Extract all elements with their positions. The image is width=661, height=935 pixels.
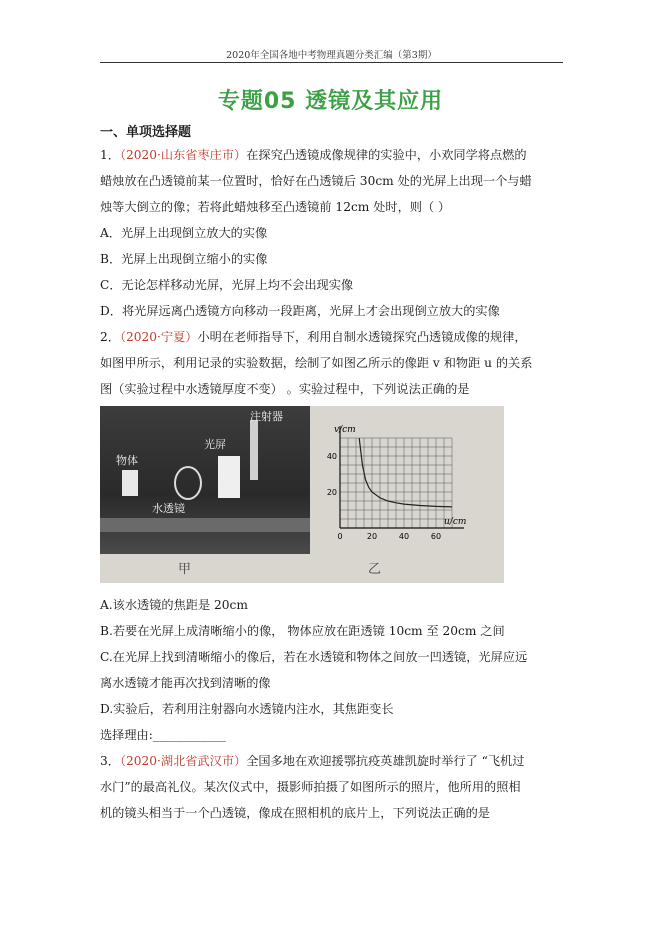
q2-option-d: D.实验后，若利用注射器向水透镜内注水，其焦距变长 xyxy=(100,702,394,716)
q3-number: 3． xyxy=(100,754,120,768)
y-tick-label: 20 xyxy=(326,488,337,497)
x-tick-label: 60 xyxy=(430,532,442,541)
y-tick-label: 40 xyxy=(326,452,337,461)
y-axis-label: v/cm xyxy=(334,425,356,435)
q2-line-1 xyxy=(100,329,570,345)
photo-label-object: 物体 xyxy=(116,454,138,467)
q1-number: 1． xyxy=(100,148,120,162)
photo-syringe xyxy=(250,420,258,480)
q2-stem-1: 小明在老师指导下，利用自制水透镜探究凸透镜成像的规律， xyxy=(197,330,527,344)
q2-number: 2． xyxy=(100,330,120,344)
q3-stem-1: 全国多地在欢迎援鄂抗疫英雄凯旋时举行了 “飞机过 xyxy=(246,754,525,768)
q1-source: （2020·山东省枣庄市） xyxy=(119,148,247,162)
q3-line-1 xyxy=(100,753,570,769)
q3-line-2: 水门”的最高礼仪。某次仪式中，摄影师拍摄了如图所示的照片，他所用的照相 xyxy=(100,780,521,794)
x-tick-label: 40 xyxy=(398,532,410,541)
photo-rail xyxy=(100,518,310,532)
photo-screen xyxy=(218,456,240,498)
uv-graph xyxy=(318,420,468,548)
photo-label-screen: 光屏 xyxy=(204,438,226,451)
uv-curve xyxy=(359,438,452,507)
q1-option-b: B．光屏上出现倒立缩小的实像 xyxy=(100,252,268,266)
header-rule xyxy=(100,62,563,63)
caption-yi: 乙 xyxy=(368,562,382,577)
q1-option-d: D．将光屏远离凸透镜方向移动一段距离，光屏上才会出现倒立放大的实像 xyxy=(100,304,500,318)
q1-stem-1: 在探究凸透镜成像规律的实验中，小欢同学将点燃的 xyxy=(246,148,527,162)
x-tick-label: 20 xyxy=(366,532,378,541)
photo-water-lens xyxy=(174,466,202,500)
x-axis-label: u/cm xyxy=(444,517,467,527)
q2-line-3: 图（实验过程中水透镜厚度不变） 。实验过程中，下列说法正确的是 xyxy=(100,382,470,396)
photo-label-water-lens: 水透镜 xyxy=(152,502,185,515)
page-header: 2020年全国各地中考物理真题分类汇编（第3期） xyxy=(226,50,437,61)
q1-line-3: 烛等大倒立的像；若将此蜡烛移至凸透镜前 12cm 处时，则（ ） xyxy=(100,200,451,214)
q2-option-c: C.在光屏上找到清晰缩小的像后，若在水透镜和物体之间放一凹透镜，光屏应远 xyxy=(100,650,528,664)
section-heading: 一、单项选择题 xyxy=(100,125,192,140)
q2-option-c-cont: 离水透镜才能再次找到清晰的像 xyxy=(100,676,271,690)
q3-line-3: 机的镜头相当于一个凸透镜，像成在照相机的底片上，下列说法正确的是 xyxy=(100,806,490,820)
graph-grid xyxy=(340,438,452,528)
photo-candle-object xyxy=(122,470,138,496)
q2-option-a: A.该水透镜的焦距是 20cm xyxy=(100,598,248,612)
q2-option-b: B.若要在光屏上成清晰缩小的像， 物体应放在距透镜 10cm 至 20cm 之间 xyxy=(100,624,505,638)
q2-reason: 选择理由:____________ xyxy=(100,728,226,742)
caption-jia: 甲 xyxy=(178,562,192,577)
experiment-photo xyxy=(100,406,310,554)
x-tick-label: 0 xyxy=(337,532,343,541)
q1-line-1 xyxy=(100,147,570,163)
photo-label-syringe: 注射器 xyxy=(250,410,283,423)
graph-axes xyxy=(340,426,467,528)
q1-option-a: A．光屏上出现倒立放大的实像 xyxy=(100,226,268,240)
q1-line-2: 蜡烛放在凸透镜前某一位置时，恰好在凸透镜后 30cm 处的光屏上出现一个与蜡 xyxy=(100,174,532,188)
page-title: 专题05 透镜及其应用 xyxy=(217,89,444,114)
q3-source: （2020·湖北省武汉市） xyxy=(119,754,247,768)
q1-option-c: C．无论怎样移动光屏，光屏上均不会出现实像 xyxy=(100,278,354,292)
q2-source: （2020·宁夏） xyxy=(119,330,198,344)
q2-line-2: 如图甲所示，利用记录的实验数据，绘制了如图乙所示的像距 v 和物距 u 的关系 xyxy=(100,356,533,370)
